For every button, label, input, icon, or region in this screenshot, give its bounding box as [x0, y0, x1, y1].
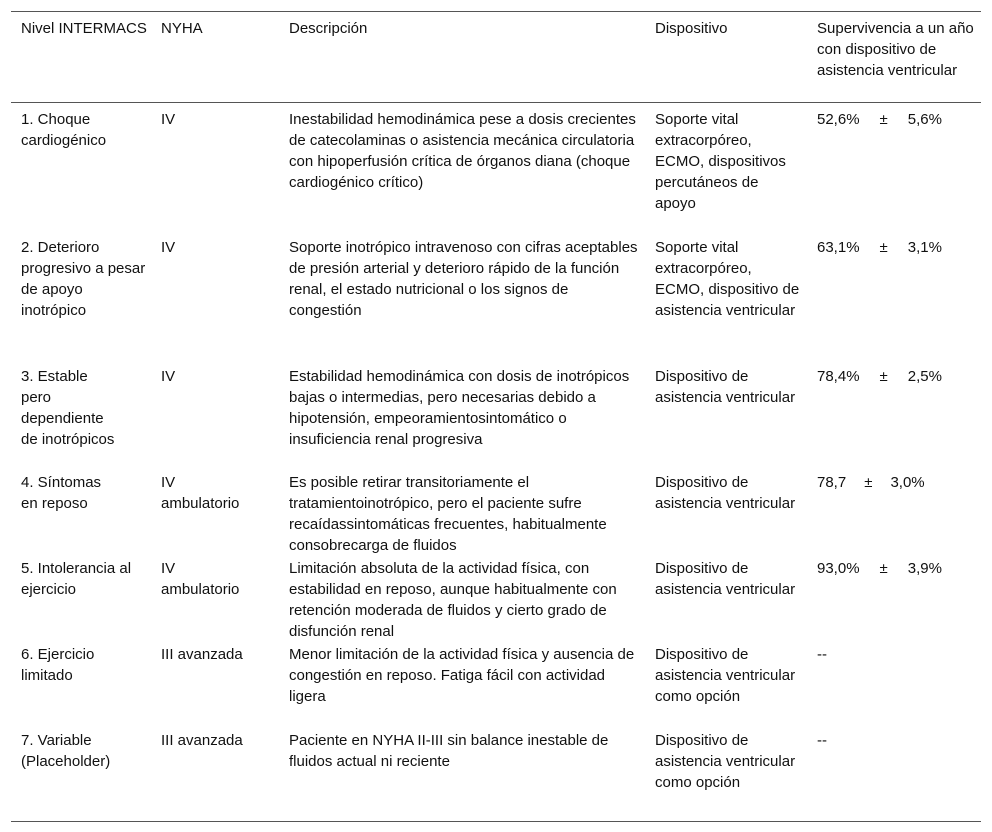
cell-supervivencia: [817, 558, 975, 579]
cell-nivel: 4. Síntomas en reposo: [21, 474, 102, 512]
cell-nivel: 7. Variable (Placeholder): [21, 732, 111, 770]
survival-value: 52,6%: [817, 111, 860, 128]
survival-value: 63,1%: [817, 239, 860, 256]
cell-nyha: IV: [161, 368, 176, 385]
cell-nyha: IV: [161, 239, 176, 256]
cell-dispositivo: Soporte vital extracorpóreo, ECMO, dispositivos percutáneos de apoyo: [655, 111, 786, 212]
survival-value: 93,0%: [817, 560, 860, 577]
cell-nivel: 2. Deterioro progresivo a pesar de apoyo inotrópico: [21, 239, 146, 319]
header-dispositivo: Dispositivo: [655, 20, 728, 37]
cell-descripcion: Limitación absoluta de la actividad física, con estabilidad en reposo, aunque habitualmente con retención moderada de fluidos y cierto grado de disfunción renal: [289, 560, 617, 640]
cell-descripcion: Es posible retirar transitoriamente el tratamientoinotrópico, pero el paciente sufre recaídassintomáticas frecuentes, habitualmente consobrecarga de fluidos: [289, 474, 607, 554]
survival-value: 78,7: [817, 474, 847, 491]
cell-nivel: 3. Estable pero dependiente de inotrópicos: [21, 368, 115, 448]
cell-nivel: 6. Ejercicio limitado: [21, 646, 95, 684]
cell-dispositivo: Dispositivo de asistencia ventricular como opción: [655, 646, 796, 705]
cell-nyha: IV ambulatorio: [161, 474, 240, 512]
cell-supervivencia: [817, 109, 975, 130]
cell-descripcion: Menor limitación de la actividad física y ausencia de congestión en reposo. Fatiga fácil con actividad ligera: [289, 646, 635, 705]
survival-value: 78,4%: [817, 368, 860, 385]
cell-dispositivo: Dispositivo de asistencia ventricular: [655, 560, 796, 598]
plus-minus: ±: [879, 368, 888, 385]
header-nyha: NYHA: [161, 20, 203, 37]
cell-nivel: 5. Intolerancia al ejercicio: [21, 560, 132, 598]
cell-nyha: IV: [161, 111, 176, 128]
cell-supervivencia: [817, 472, 975, 493]
cell-supervivencia: [817, 366, 975, 387]
cell-supervivencia: --: [817, 646, 827, 663]
cell-descripcion: Inestabilidad hemodinámica pese a dosis crecientes de catecolaminas o asistencia mecánica circulatoria con hipoperfusión crítica de órganos diana (choque cardiogénico crítico): [289, 111, 636, 191]
cell-supervivencia: [817, 237, 975, 258]
cell-nyha: III avanzada: [161, 732, 243, 749]
survival-error: 5,6%: [907, 111, 942, 128]
cell-dispositivo: Soporte vital extracorpóreo, ECMO, dispositivo de asistencia ventricular: [655, 239, 800, 319]
cell-nyha: III avanzada: [161, 646, 243, 663]
table-header: [11, 12, 981, 103]
plus-minus: ±: [864, 474, 873, 491]
intermacs-table: [11, 11, 981, 822]
cell-descripcion: Paciente en NYHA II-III sin balance inestable de fluidos actual ni reciente: [289, 732, 609, 770]
cell-nivel: 1. Choque cardiogénico: [21, 111, 107, 149]
cell-descripcion: Soporte inotrópico intravenoso con cifras aceptables de presión arterial y deterioro rápido de la función renal, el estado nutricional o los signos de congestión: [289, 239, 638, 319]
cell-dispositivo: Dispositivo de asistencia ventricular: [655, 368, 796, 406]
plus-minus: ±: [879, 111, 888, 128]
header-descripcion: Descripción: [289, 20, 368, 37]
survival-error: 2,5%: [907, 368, 942, 385]
survival-error: 3,1%: [907, 239, 942, 256]
cell-descripcion: Estabilidad hemodinámica con dosis de inotrópicos bajas o intermedias, pero necesarias debido a hipotensión, empeoramientosintomático o insuficiencia renal progresiva: [289, 368, 630, 448]
cell-dispositivo: Dispositivo de asistencia ventricular: [655, 474, 796, 512]
cell-supervivencia: --: [817, 732, 827, 749]
survival-error: 3,9%: [907, 560, 942, 577]
survival-error: 3,0%: [890, 474, 925, 491]
header-supervivencia: Supervivencia a un año con dispositivo de asistencia ventricular: [817, 20, 974, 79]
header-nivel: Nivel INTERMACS: [21, 20, 147, 37]
plus-minus: ±: [879, 560, 888, 577]
cell-dispositivo: Dispositivo de asistencia ventricular como opción: [655, 732, 796, 791]
cell-nyha: IV ambulatorio: [161, 560, 240, 598]
plus-minus: ±: [879, 239, 888, 256]
